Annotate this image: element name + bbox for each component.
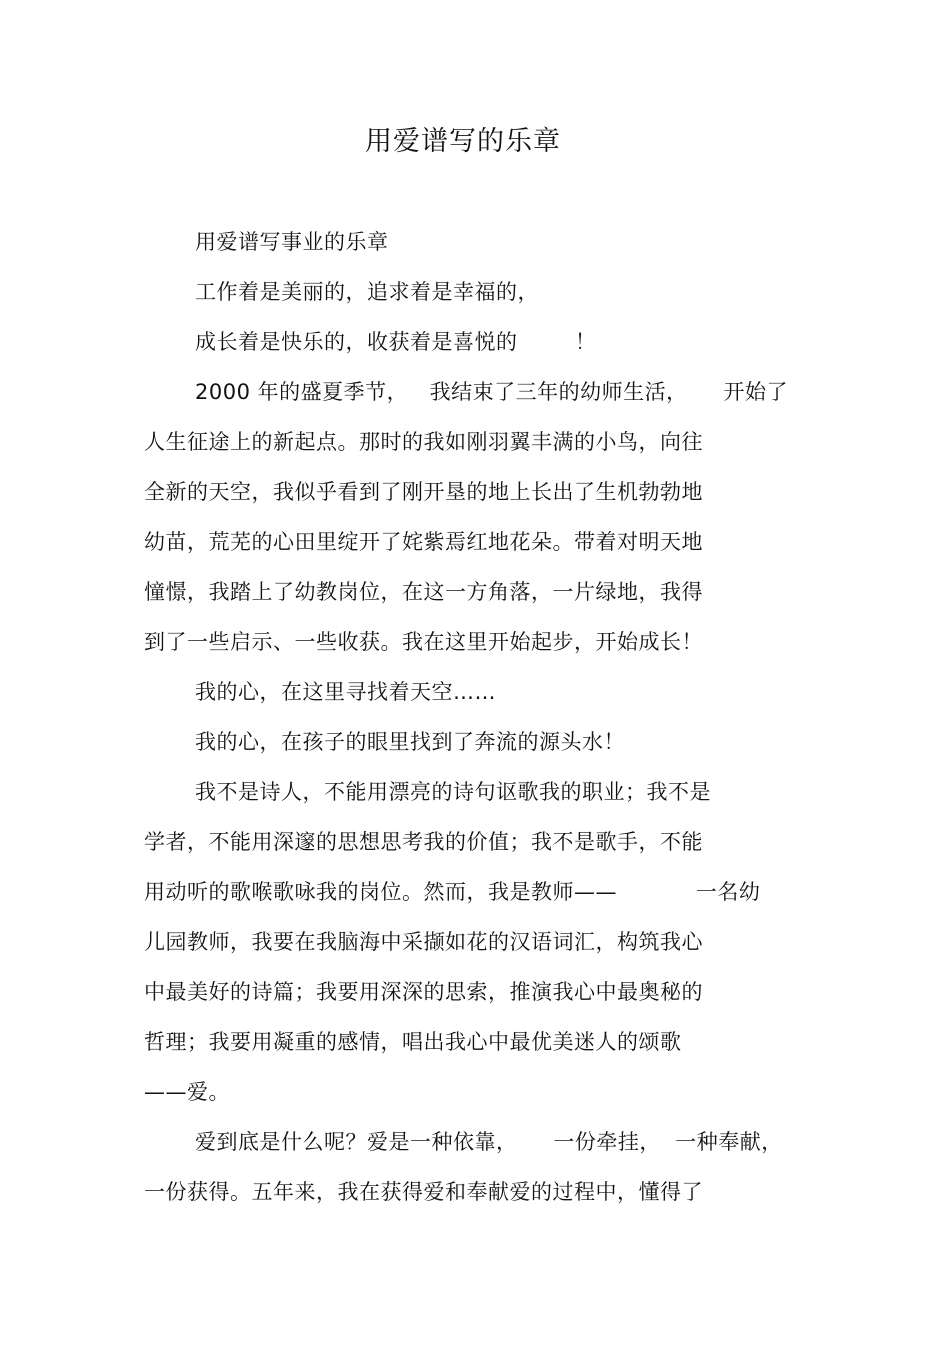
paragraph-line: 幼苗，荒芜的心田里绽开了姹紫焉红地花朵。带着对明天地 bbox=[144, 530, 703, 554]
paragraph-line: 哲理；我要用凝重的感情，唱出我心中最优美迷人的颂歌 bbox=[144, 1030, 682, 1054]
paragraph-line: ——爱。 bbox=[144, 1080, 230, 1104]
paragraph-line: 工作着是美丽的，追求着是幸福的， bbox=[195, 280, 539, 304]
paragraph-line: 中最美好的诗篇；我要用深深的思索，推演我心中最奥秘的 bbox=[144, 980, 703, 1004]
paragraph-line: 憧憬，我踏上了幼教岗位，在这一方角落，一片绿地，我得 bbox=[144, 580, 703, 604]
paragraph-line: 成长着是快乐的，收获着是喜悦的 ！ bbox=[195, 330, 597, 354]
paragraph-line: 我的心，在这里寻找着天空…… bbox=[195, 680, 496, 704]
paragraph-line: 学者，不能用深邃的思想思考我的价值；我不是歌手，不能 bbox=[144, 830, 703, 854]
paragraph-line: 一份获得。五年来，我在获得爱和奉献爱的过程中，懂得了 bbox=[144, 1180, 703, 1204]
paragraph-line: 2000 年的盛夏季节， 我结束了三年的幼师生活， 开始了 bbox=[195, 380, 789, 404]
paragraph-line: 儿园教师，我要在我脑海中采撷如花的汉语词汇，构筑我心 bbox=[144, 930, 703, 954]
paragraph-line: 到了一些启示、一些收获。我在这里开始起步，开始成长！ bbox=[144, 630, 703, 654]
paragraph-line: 人生征途上的新起点。那时的我如刚羽翼丰满的小鸟，向往 bbox=[144, 430, 703, 454]
paragraph-line: 我不是诗人，不能用漂亮的诗句讴歌我的职业；我不是 bbox=[195, 780, 711, 804]
document-title: 用爱谱写的乐章 bbox=[365, 126, 561, 157]
paragraph-line: 全新的天空，我似乎看到了刚开垦的地上长出了生机勃勃地 bbox=[144, 480, 703, 504]
paragraph-line: 我的心，在孩子的眼里找到了奔流的源头水！ bbox=[195, 730, 625, 754]
paragraph-line: 爱到底是什么呢？爱是一种依靠， 一份牵挂， 一种奉献， bbox=[195, 1130, 783, 1154]
paragraph-line: 用爱谱写事业的乐章 bbox=[195, 230, 389, 254]
paragraph-line: 用动听的歌喉歌咏我的岗位。然而，我是教师—— 一名幼 bbox=[144, 880, 761, 904]
